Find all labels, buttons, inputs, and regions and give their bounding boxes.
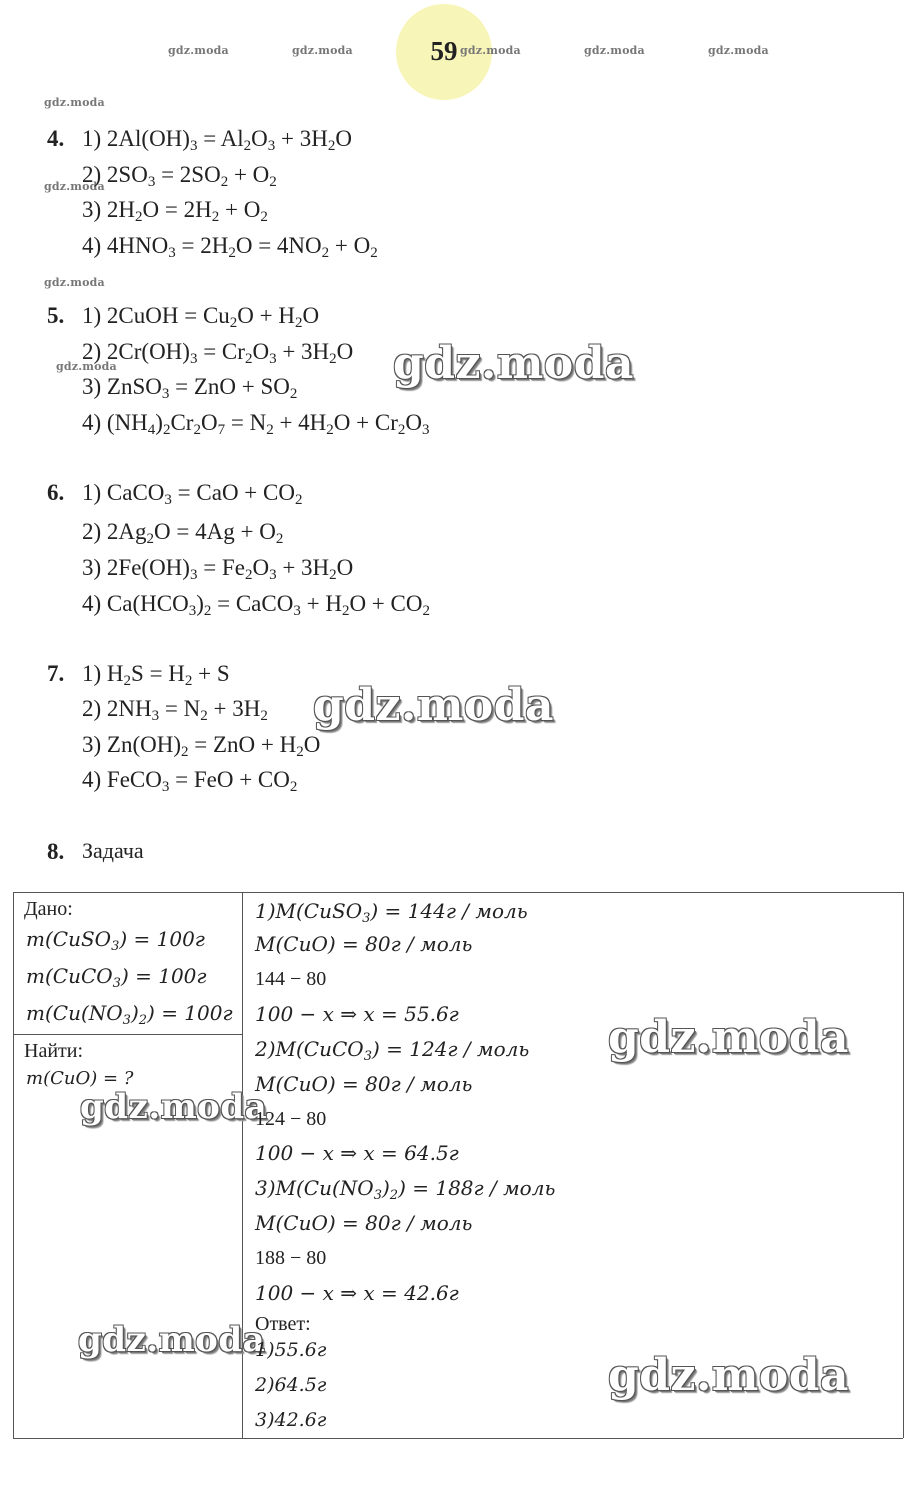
equation: 1) 2CuOH = $Cu_2O + H_2O$ bbox=[82, 303, 320, 331]
solution-line: 100 − x ⇒ x = 64.5г bbox=[255, 1141, 459, 1165]
given-item: $m(Cu(NO_3)_2) = 100г$ bbox=[26, 1001, 233, 1028]
watermark-small: gdz.moda bbox=[44, 96, 105, 109]
answer-label: Ответ: bbox=[255, 1313, 311, 1335]
watermark-small: gdz.moda bbox=[584, 44, 645, 57]
solution-line: 100 − x ⇒ x = 42.6г bbox=[255, 1281, 459, 1305]
table-border-left bbox=[13, 892, 14, 1438]
table-border-bottom bbox=[13, 1438, 903, 1439]
solution-line: 188 − 80 bbox=[255, 1247, 327, 1269]
equation: 4) $4HNO_3 = 2H_2O = 4NO_2 + O_2$ bbox=[82, 233, 378, 261]
equation: 2) $2SO_3 = 2SO_2 + O_2$ bbox=[82, 162, 277, 190]
table-divider-horizontal bbox=[13, 1034, 242, 1035]
task-number: 7. bbox=[47, 661, 65, 686]
watermark-large: gdz.moda bbox=[78, 1320, 266, 1360]
find-label: Найти: bbox=[24, 1040, 84, 1062]
given-item: m(CuCO$_3$) = 100г bbox=[26, 964, 207, 991]
equation: 2) $2Ag_2O = 4Ag + O_2$ bbox=[82, 519, 284, 547]
equation: 3) ZnSO$_3$ = ZnO + $SO_2$ bbox=[82, 374, 298, 402]
page-number: 59 bbox=[430, 36, 458, 66]
task-title: Задача bbox=[82, 838, 144, 863]
solution-line: 2)M(CuCO$_3$) = 124г / моль bbox=[255, 1037, 530, 1064]
task-number: 8. bbox=[47, 839, 65, 864]
equation: 3) $2Fe(OH)_3 = Fe_2O_3 + 3H_2O$ bbox=[82, 555, 354, 583]
watermark-small: gdz.moda bbox=[292, 44, 353, 57]
equation: 4) FeCO$_3$ = FeO + $CO_2$ bbox=[82, 767, 298, 795]
watermark-small: gdz.moda bbox=[168, 44, 229, 57]
equation: 1) $2Al(OH)_3 = Al_2O_3 + 3H_2O$ bbox=[82, 126, 352, 154]
solution-line: 144 − 80 bbox=[255, 968, 327, 990]
table-border-top bbox=[13, 892, 903, 893]
table-border-right bbox=[903, 892, 904, 1438]
solution-line: M(CuO) = 80г / моль bbox=[255, 932, 473, 956]
solution-line: 124 − 80 bbox=[255, 1108, 327, 1130]
solution-line: M(CuO) = 80г / моль bbox=[255, 1072, 473, 1096]
solution-line: $3)M(Cu(NO_3)_2) = 188г$ / моль bbox=[255, 1176, 556, 1203]
answer-item: 3)42.6г bbox=[255, 1409, 327, 1431]
watermark-small: gdz.moda bbox=[708, 44, 769, 57]
task-number: 5. bbox=[47, 303, 65, 328]
equation: 2) $2NH_3 = N_2 + 3H_2$ bbox=[82, 696, 268, 724]
task-number: 6. bbox=[47, 480, 65, 505]
watermark-small: gdz.moda bbox=[44, 180, 105, 193]
given-label: Дано: bbox=[24, 898, 73, 920]
equation: 3) $Zn(OH)_2$ = ZnO + $H_2O$ bbox=[82, 732, 321, 760]
solution-line: 1)M(CuSO$_3$) = 144г / моль bbox=[255, 899, 528, 926]
given-item: m(CuSO$_3$) = 100г bbox=[26, 927, 205, 954]
find-item: m(CuO) = ? bbox=[26, 1068, 134, 1089]
equation: 4) $(NH_4)_2Cr_2O_7 = N_2 + 4H_2O + Cr_2O_3$ bbox=[82, 410, 430, 438]
solution-line: 100 − x ⇒ x = 55.6г bbox=[255, 1002, 459, 1026]
answer-item: 1)55.6г bbox=[255, 1339, 327, 1361]
watermark-large: gdz.moda bbox=[608, 1350, 850, 1401]
watermark-large: gdz.moda bbox=[313, 680, 555, 731]
watermark-small: gdz.moda bbox=[56, 360, 117, 373]
equation: 1) $H_2S = H_2 + S$ bbox=[82, 661, 230, 689]
answer-item: 2)64.5г bbox=[255, 1374, 327, 1396]
watermark-large: gdz.moda bbox=[393, 338, 635, 389]
equation: 3) $2H_2O = 2H_2 + O_2$ bbox=[82, 197, 268, 225]
equation: 1) CaCO$_3$ = CaO + $CO_2$ bbox=[82, 480, 303, 508]
watermark-large: gdz.moda bbox=[608, 1012, 850, 1063]
task-number: 4. bbox=[47, 126, 65, 151]
equation: 4) $Ca(HCO_3)_2$ = CaCO$_3$ + $H_2O + CO_2$ bbox=[82, 591, 430, 619]
watermark-small: gdz.moda bbox=[460, 44, 521, 57]
solution-line: M(CuO) = 80г / моль bbox=[255, 1211, 473, 1235]
equation: 2) $2Cr(OH)_3 = Cr_2O_3 + 3H_2O$ bbox=[82, 339, 354, 367]
watermark-small: gdz.moda bbox=[44, 276, 105, 289]
watermark-large: gdz.moda bbox=[80, 1087, 268, 1127]
